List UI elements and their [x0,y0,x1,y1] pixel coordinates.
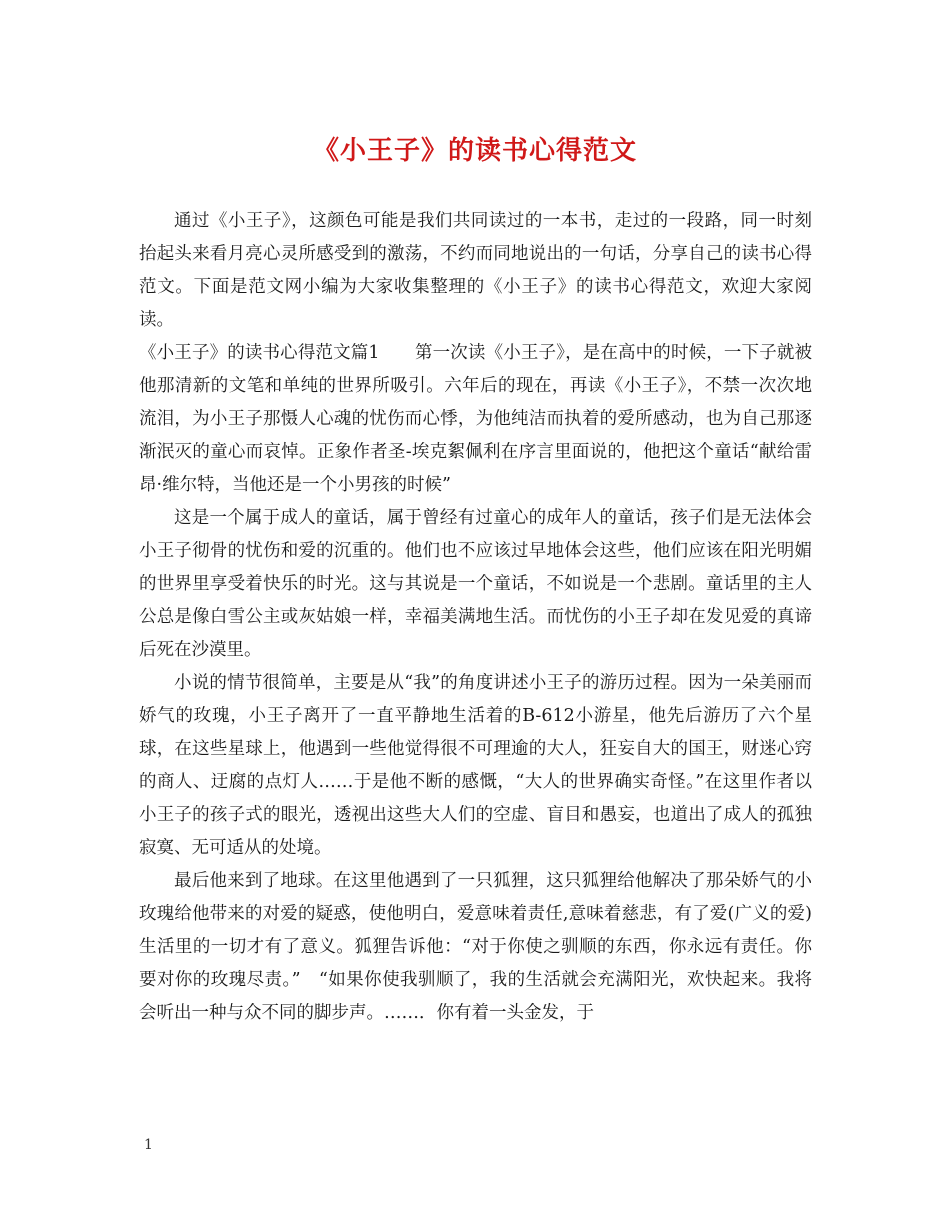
paragraph-essay-1: 《小王子》的读书心得范文篇1 第一次读《小王子》，是在高中的时候，一下子就被他那清新的文笔和单纯的世界所吸引。六年后的现在，再读《小王子》，不禁一次次地流泪，为小王子那慑人心魂的忧伤而心悸，为他纯洁而执着的爱所感动，也为自己那逐渐泯灭的童心而哀悼。正象作者圣-埃克絮佩利在序言里面说的，他把这个童话“献给雷昂·维尔特，当他还是一个小男孩的时候” [139,343,812,495]
document-title: 《小王子》的读书心得范文 [312,136,637,166]
paragraph-plot: 小说的情节很简单，主要是从“我”的角度讲述小王子的游历过程。因为一朵美丽而娇气的玫瑰，小王子离开了一直平静地生活着的B-612小游星，他先后游历了六个星球，在这些星球上，他遇到一些他觉得很不可理逾的大人，狂妄自大的国王，财迷心窍的商人、迂腐的点灯人……于是他不断的感慨，“大人的世界确实奇怪。”在这里作者以小王子的孩子式的眼光，透视出这些大人们的空虚、盲目和愚妄，也道出了成人的孤独寂寞、无可适从的处境。 [139,673,812,858]
paragraph-fox: 最后他来到了地球。在这里他遇到了一只狐狸，这只狐狸给他解决了那朵娇气的小玫瑰给他带来的对爱的疑惑，使他明白，爱意味着责任,意味着慈悲，有了爱(广义的爱)生活里的一切才有了意义。狐狸告诉他：“对于你使之驯顺的东西，你永远有责任。你要对你的玫瑰尽责。” “如果你使我驯顺了，我的生活就会充满阳光，欢快起来。我将会听出一种与众不同的脚步声。……．你有着一头金发，于 [139,871,812,1023]
paragraph-intro: 通过《小王子》，这颜色可能是我们共同读过的一本书，走过的一段路，同一时刻抬起头来看月亮心灵所感受到的激荡，不约而同地说出的一句话，分享自己的读书心得范文。下面是范文网小编为大家收集整理的《小王子》的读书心得范文，欢迎大家阅读。 [139,211,812,330]
document-body [139,205,812,1030]
paragraph-adult-fairy-tale: 这是一个属于成人的童话，属于曾经有过童心的成年人的童话，孩子们是无法体会小王子彻骨的忧伤和爱的沉重的。他们也不应该过早地体会这些，他们应该在阳光明媚的世界里享受着快乐的时光。这与其说是一个童话，不如说是一个悲剧。童话里的主人公总是像白雪公主或灰姑娘一样，幸福美满地生活。而忧伤的小王子却在发见爱的真谛后死在沙漠里。 [139,508,812,660]
page-number: 1 [144,1137,153,1153]
